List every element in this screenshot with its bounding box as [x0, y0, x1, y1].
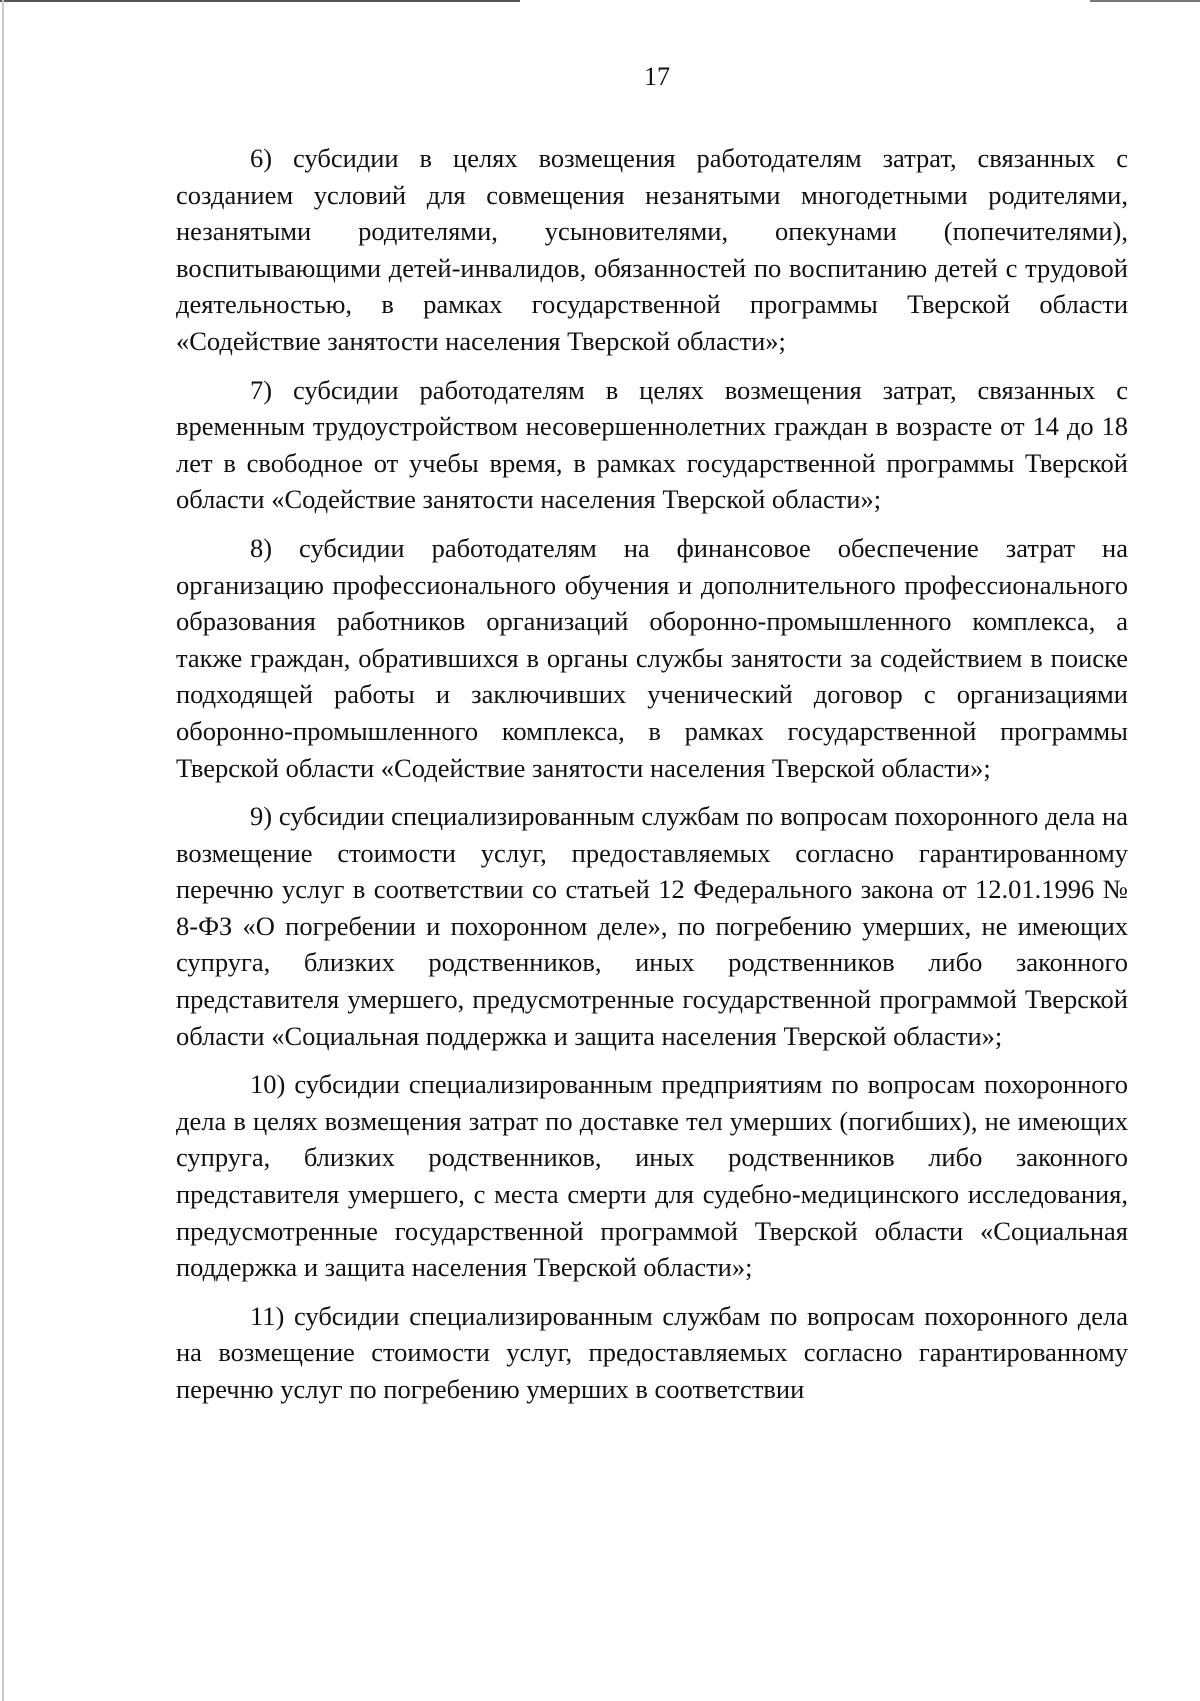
- scan-edge-left: [2, 0, 4, 1701]
- page-number: 17: [644, 62, 670, 91]
- document-page: [176, 62, 1128, 1420]
- paragraph-item-8: 8) субсидии работодателям на финансовое обеспечение затрат на организацию профессионального обучения и дополнительного профессионального образования работников организаций оборонно-промышленного комплекса, а также граждан, обратившихся в органы службы занятости за содействием в поиске подходящей работы и заключивших ученический договор с организациями оборонно-промышленного комплекса, в рамках государственной программы Тверской области «Содействие занятости населения Тверской области»;: [176, 532, 1128, 783]
- paragraph-item-6: 6) субсидии в целях возмещения работодателям затрат, связанных с созданием условий для совмещения незанятыми многодетными родителями, незанятыми родителями, усыновителями, опекунами (попечителями), воспитывающими детей-инвалидов, обязанностей по воспитанию детей с трудовой деятельностью, в рамках государственной программы Тверской области «Содействие занятости населения Тверской области»;: [176, 143, 1128, 356]
- scan-edge-top-right: [1090, 0, 1200, 2]
- paragraph-item-11: 11) субсидии специализированным службам по вопросам похоронного дела на возмещение стоимости услуг, предоставляемых согласно гарантированному перечню услуг по погребению умерших в соответствии: [176, 1300, 1128, 1404]
- paragraph-item-10: 10) субсидии специализированным предприятиям по вопросам похоронного дела в целях возмещения затрат по доставке тел умерших (погибших), не имеющих супруга, близких родственников, иных родственников либо законного представителя умершего, с места смерти для судебно-медицинского исследования, предусмотренные государственной программой Тверской области «Социальная поддержка и защита населения Тверской области»;: [176, 1069, 1128, 1283]
- scan-edge-top-left: [0, 0, 520, 2]
- paragraph-item-7: 7) субсидии работодателям в целях возмещения затрат, связанных с временным трудоустройством несовершеннолетних граждан в возрасте от 14 до 18 лет в свободное от учебы время, в рамках государственной программы Тверской области «Содействие занятости населения Тверской области»;: [176, 374, 1128, 515]
- paragraph-item-9: 9) субсидии специализированным службам по вопросам похоронного дела на возмещение стоимости услуг, предоставляемых согласно гарантированному перечню услуг в соответствии со статьей 12 Федерального закона от 12.01.1996 № 8-ФЗ «О погребении и похоронном деле», по погребению умерших, не имеющих супруга, близких родственников, иных родственников либо законного представителя умершего, предусмотренные государственной программой Тверской области «Социальная поддержка и защита населения Тверской области»;: [176, 801, 1128, 1051]
